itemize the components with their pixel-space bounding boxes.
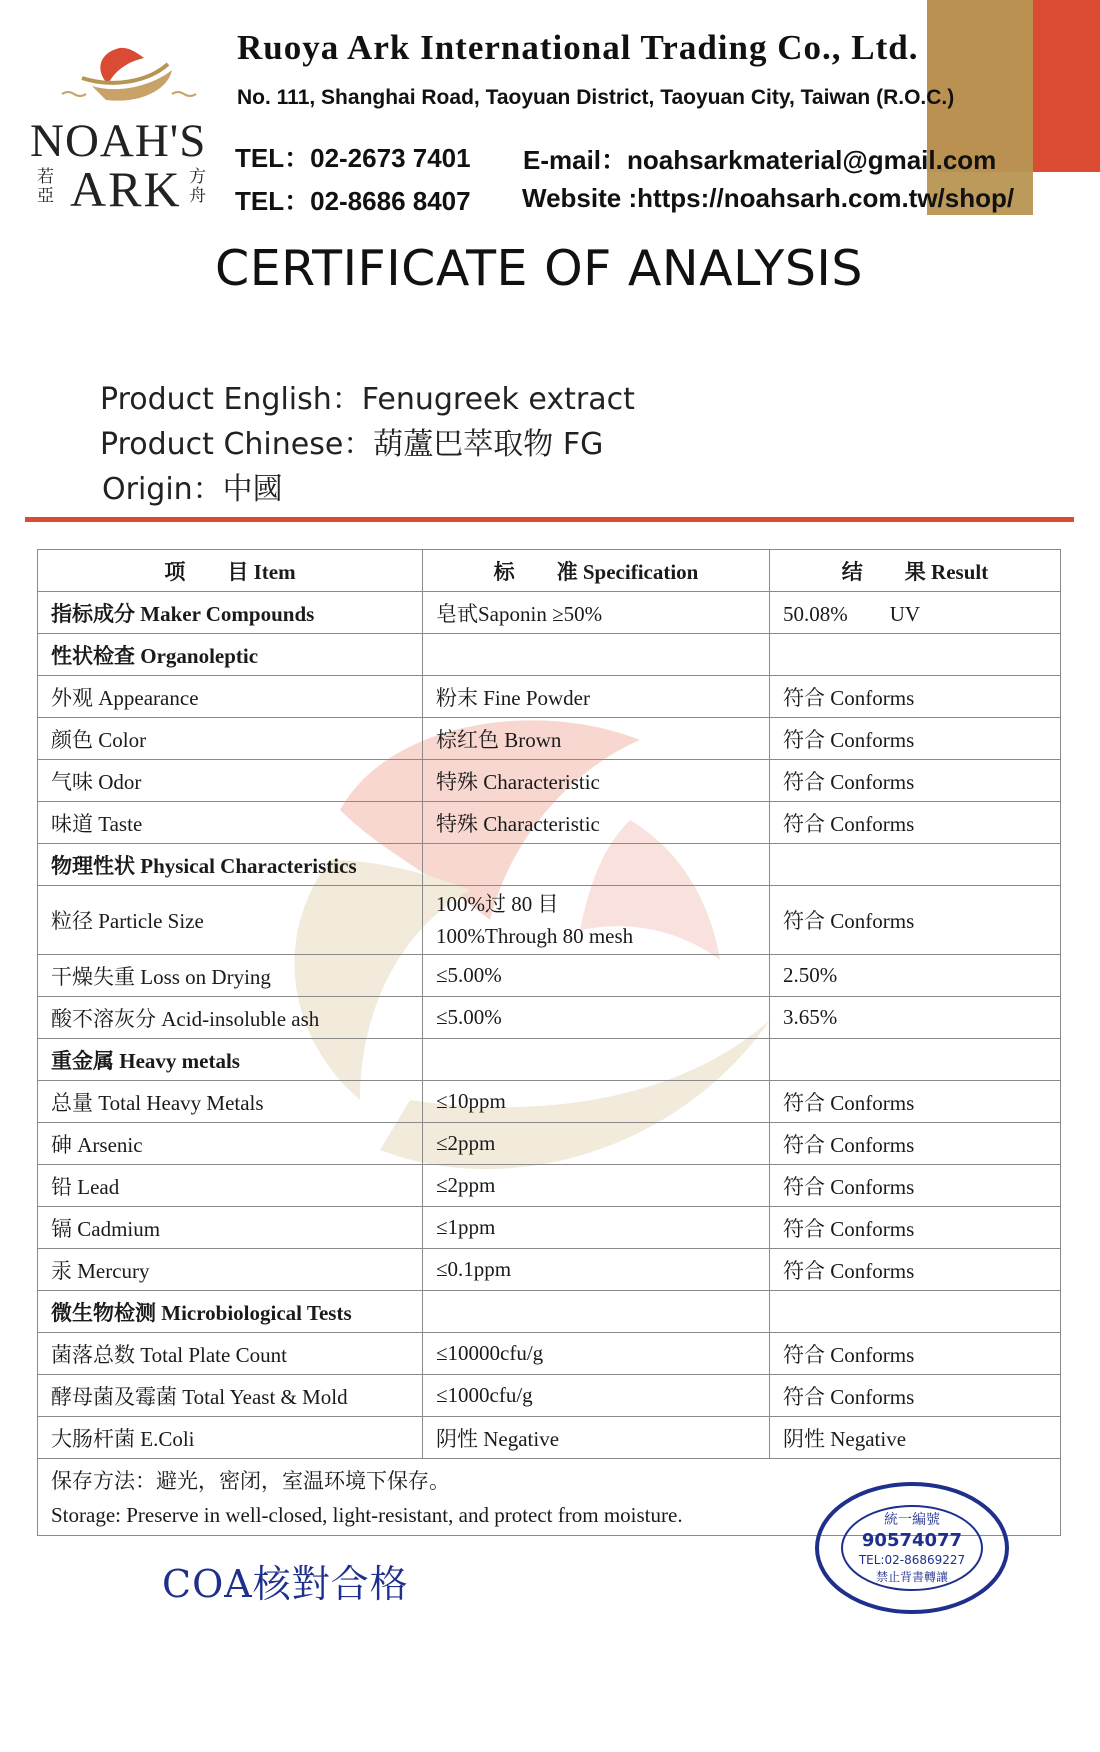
row-spec: 皂甙Saponin ≥50% (423, 592, 770, 634)
logo-text-cn-left: 若亞 (37, 167, 54, 205)
row-result (770, 844, 1061, 886)
row-spec: 特殊 Characteristic (423, 802, 770, 844)
row-result: 符合 Conforms (770, 1081, 1061, 1123)
email: E-mail：noahsarkmaterial@gmail.com (523, 145, 997, 175)
row-result: 3.65% (770, 997, 1061, 1039)
row-spec: ≤10ppm (423, 1081, 770, 1123)
row-result: 符合 Conforms (770, 886, 1061, 955)
table-row (38, 1039, 1061, 1081)
row-item: 粒径 Particle Size (38, 886, 423, 955)
row-spec (423, 1039, 770, 1081)
storage-cn: 保存方法：避光，密闭，室温环境下保存。 (51, 1469, 450, 1493)
logo-text-cn-right: 方舟 (189, 167, 206, 205)
ship-icon (22, 36, 232, 116)
row-spec: ≤5.00% (423, 955, 770, 997)
row-spec: ≤10000cfu/g (423, 1333, 770, 1375)
row-item: 汞 Mercury (38, 1249, 423, 1291)
row-item: 微生物检测 Microbiological Tests (38, 1291, 423, 1333)
table-row (38, 1207, 1061, 1249)
row-item: 菌落总数 Total Plate Count (38, 1333, 423, 1375)
table-header-row (38, 550, 1061, 592)
stamp-tel: TEL:02-86869227 (858, 1553, 966, 1567)
row-spec (423, 844, 770, 886)
row-result: 符合 Conforms (770, 718, 1061, 760)
row-item: 总量 Total Heavy Metals (38, 1081, 423, 1123)
row-result: 符合 Conforms (770, 1249, 1061, 1291)
divider-line (25, 517, 1074, 522)
row-result: 符合 Conforms (770, 760, 1061, 802)
company-address: No. 111, Shanghai Road, Taoyuan District, Taoyuan City, Taiwan (R.O.C.) (237, 86, 955, 109)
row-result: 50.08% UV (770, 592, 1061, 634)
table-row (38, 634, 1061, 676)
table-row (38, 1333, 1061, 1375)
row-item: 砷 Arsenic (38, 1123, 423, 1165)
table-row (38, 955, 1061, 997)
logo-text-ark: ARK (70, 161, 182, 217)
stamp-number: 90574077 (861, 1530, 963, 1551)
row-item: 重金属 Heavy metals (38, 1039, 423, 1081)
tel-1: TEL：02-2673 7401 (235, 143, 471, 173)
row-result: 符合 Conforms (770, 1207, 1061, 1249)
row-item: 物理性状 Physical Characteristics (38, 844, 423, 886)
table-row (38, 1081, 1061, 1123)
row-item: 性状检查 Organoleptic (38, 634, 423, 676)
row-item: 干燥失重 Loss on Drying (38, 955, 423, 997)
row-spec (423, 634, 770, 676)
table-row (38, 1249, 1061, 1291)
header-specification: 标 准 Specification (423, 550, 770, 592)
row-item: 大肠杆菌 E.Coli (38, 1417, 423, 1459)
approval-note: COA核對合格 (162, 1562, 409, 1606)
page-title: CERTIFICATE OF ANALYSIS (215, 240, 863, 297)
stamp-note: 禁止背書轉讓 (875, 1570, 949, 1584)
storage-en: Storage: Preserve in well-closed, light-resistant, and protect from moisture. (51, 1503, 683, 1527)
tel-2: TEL：02-8686 8407 (235, 186, 471, 216)
row-item: 味道 Taste (38, 802, 423, 844)
row-item: 镉 Cadmium (38, 1207, 423, 1249)
row-result: 符合 Conforms (770, 1165, 1061, 1207)
row-spec-line1: 100%过 80 目 (436, 892, 559, 916)
stamp-line1: 統一編號 (884, 1512, 940, 1528)
row-spec: 阴性 Negative (423, 1417, 770, 1459)
table-row (38, 1417, 1061, 1459)
table-row (38, 592, 1061, 634)
company-name: Ruoya Ark International Trading Co., Ltd. (237, 28, 919, 67)
header-item: 项 目 Item (38, 550, 423, 592)
table-row (38, 718, 1061, 760)
row-spec (423, 1291, 770, 1333)
row-result: 符合 Conforms (770, 802, 1061, 844)
row-result (770, 1039, 1061, 1081)
row-spec: ≤0.1ppm (423, 1249, 770, 1291)
table-row (38, 1165, 1061, 1207)
row-item: 颜色 Color (38, 718, 423, 760)
row-result: 符合 Conforms (770, 1333, 1061, 1375)
company-logo (22, 36, 232, 216)
table-row (38, 997, 1061, 1039)
row-item: 气味 Odor (38, 760, 423, 802)
product-english: Product English：Fenugreek extract (100, 382, 635, 417)
row-result (770, 1291, 1061, 1333)
product-chinese: Product Chinese：葫蘆巴萃取物 FG (100, 427, 604, 462)
logo-text-noahs: NOAH'S (30, 115, 207, 167)
header-decor-red-top (1033, 0, 1100, 172)
row-spec-line2: 100%Through 80 mesh (436, 924, 634, 948)
row-result: 2.50% (770, 955, 1061, 997)
table-row (38, 1375, 1061, 1417)
table-row (38, 1291, 1061, 1333)
table-row (38, 1123, 1061, 1165)
row-result: 符合 Conforms (770, 1123, 1061, 1165)
row-result: 阴性 Negative (770, 1417, 1061, 1459)
analysis-table (37, 549, 1061, 1536)
row-item: 铅 Lead (38, 1165, 423, 1207)
table-row (38, 802, 1061, 844)
website: Website :https://noahsarh.com.tw/shop/ (522, 183, 1015, 213)
row-spec: 粉末 Fine Powder (423, 676, 770, 718)
header-result: 结 果 Result (770, 550, 1061, 592)
table-row (38, 886, 1061, 955)
row-spec: ≤1000cfu/g (423, 1375, 770, 1417)
row-spec: ≤2ppm (423, 1123, 770, 1165)
stamp-seal-icon (812, 1480, 1012, 1616)
row-spec: ≤5.00% (423, 997, 770, 1039)
row-spec: 特殊 Characteristic (423, 760, 770, 802)
table-row (38, 676, 1061, 718)
row-result: 符合 Conforms (770, 1375, 1061, 1417)
row-spec (423, 886, 770, 955)
product-origin: Origin：中國 (102, 472, 283, 507)
row-spec: ≤2ppm (423, 1165, 770, 1207)
row-item: 指标成分 Maker Compounds (38, 592, 423, 634)
row-spec: 棕红色 Brown (423, 718, 770, 760)
table-row (38, 760, 1061, 802)
company-stamp (812, 1480, 1012, 1616)
row-item: 酸不溶灰分 Acid-insoluble ash (38, 997, 423, 1039)
row-item: 酵母菌及霉菌 Total Yeast & Mold (38, 1375, 423, 1417)
row-result: 符合 Conforms (770, 676, 1061, 718)
table-row (38, 844, 1061, 886)
row-spec: ≤1ppm (423, 1207, 770, 1249)
row-result (770, 634, 1061, 676)
row-item: 外观 Appearance (38, 676, 423, 718)
